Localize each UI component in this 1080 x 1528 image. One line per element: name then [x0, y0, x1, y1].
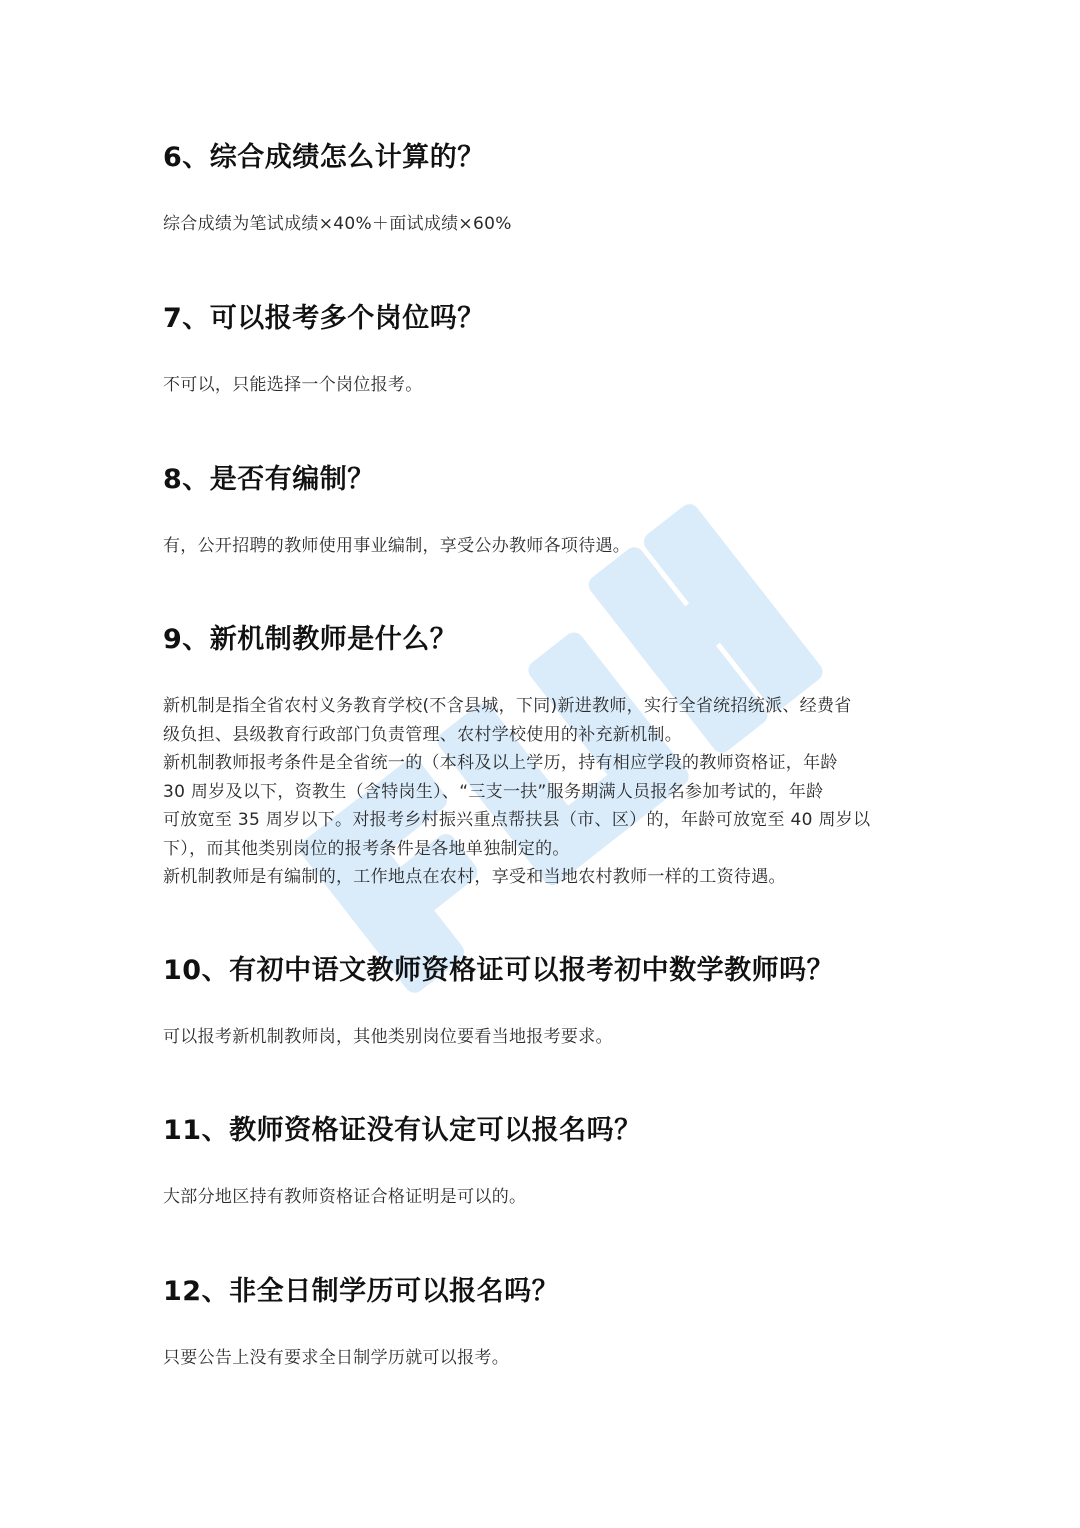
answer-line: 不可以，只能选择一个岗位报考。	[163, 375, 423, 395]
answer-line: 下），而其他类别岗位的报考条件是各地单独制定的。	[163, 838, 570, 859]
faq-item-12	[163, 1274, 923, 1373]
answer-text	[163, 210, 923, 239]
answer-text	[163, 1023, 923, 1052]
answer-text	[163, 692, 923, 892]
answer-line: 只要公告上没有要求全日制学历就可以报考。	[163, 1348, 509, 1368]
faq-item-10	[163, 953, 923, 1052]
faq-item-8	[163, 462, 923, 561]
answer-line: 30 周岁及以下，资教生（含特岗生）、“三支一扶”服务期满人员报名参加考试的，年龄	[163, 781, 824, 802]
answer-line: 有，公开招聘的教师使用事业编制，享受公办教师各项待遇。	[163, 536, 631, 556]
question-heading: 11、教师资格证没有认定可以报名吗？	[163, 1115, 642, 1146]
answer-text	[163, 371, 923, 400]
answer-line: 可以报考新机制教师岗，其他类别岗位要看当地报考要求。	[163, 1027, 613, 1047]
answer-text	[163, 1344, 923, 1373]
question-heading: 7、可以报考多个岗位吗？	[163, 303, 485, 334]
question-heading: 8、是否有编制？	[163, 464, 375, 495]
question-heading: 9、新机制教师是什么？	[163, 624, 458, 655]
faq-item-11	[163, 1113, 923, 1212]
question-heading: 10、有初中语文教师资格证可以报考初中数学教师吗？	[163, 955, 835, 986]
question-heading: 6、综合成绩怎么计算的？	[163, 142, 485, 173]
answer-line: 级负担、县级教育行政部门负责管理、农村学校使用的补充新机制。	[163, 724, 682, 745]
answer-line: 新机制教师报考条件是全省统一的（本科及以上学历，持有相应学段的教师资格证，年龄	[163, 753, 838, 773]
answer-line: 大部分地区持有教师资格证合格证明是可以的。	[163, 1187, 527, 1207]
faq-item-7	[163, 301, 923, 400]
faq-item-9	[163, 622, 923, 892]
answer-line: 新机制教师是有编制的，工作地点在农村，享受和当地农村教师一样的工资待遇。	[163, 867, 786, 887]
answer-line: 综合成绩为笔试成绩×40%＋面试成绩×60%	[163, 214, 512, 234]
answer-text	[163, 532, 923, 561]
faq-item-6	[163, 140, 923, 239]
question-heading: 12、非全日制学历可以报名吗？	[163, 1276, 560, 1307]
answer-line: 新机制是指全省农村义务教育学校(不含县城，下同)新进教师，实行全省统招统派、经费省	[163, 696, 852, 716]
answer-line: 可放宽至 35 周岁以下。对报考乡村振兴重点帮扶县（市、区）的，年龄可放宽至 40 周岁以	[163, 810, 871, 830]
answer-text	[163, 1183, 923, 1212]
